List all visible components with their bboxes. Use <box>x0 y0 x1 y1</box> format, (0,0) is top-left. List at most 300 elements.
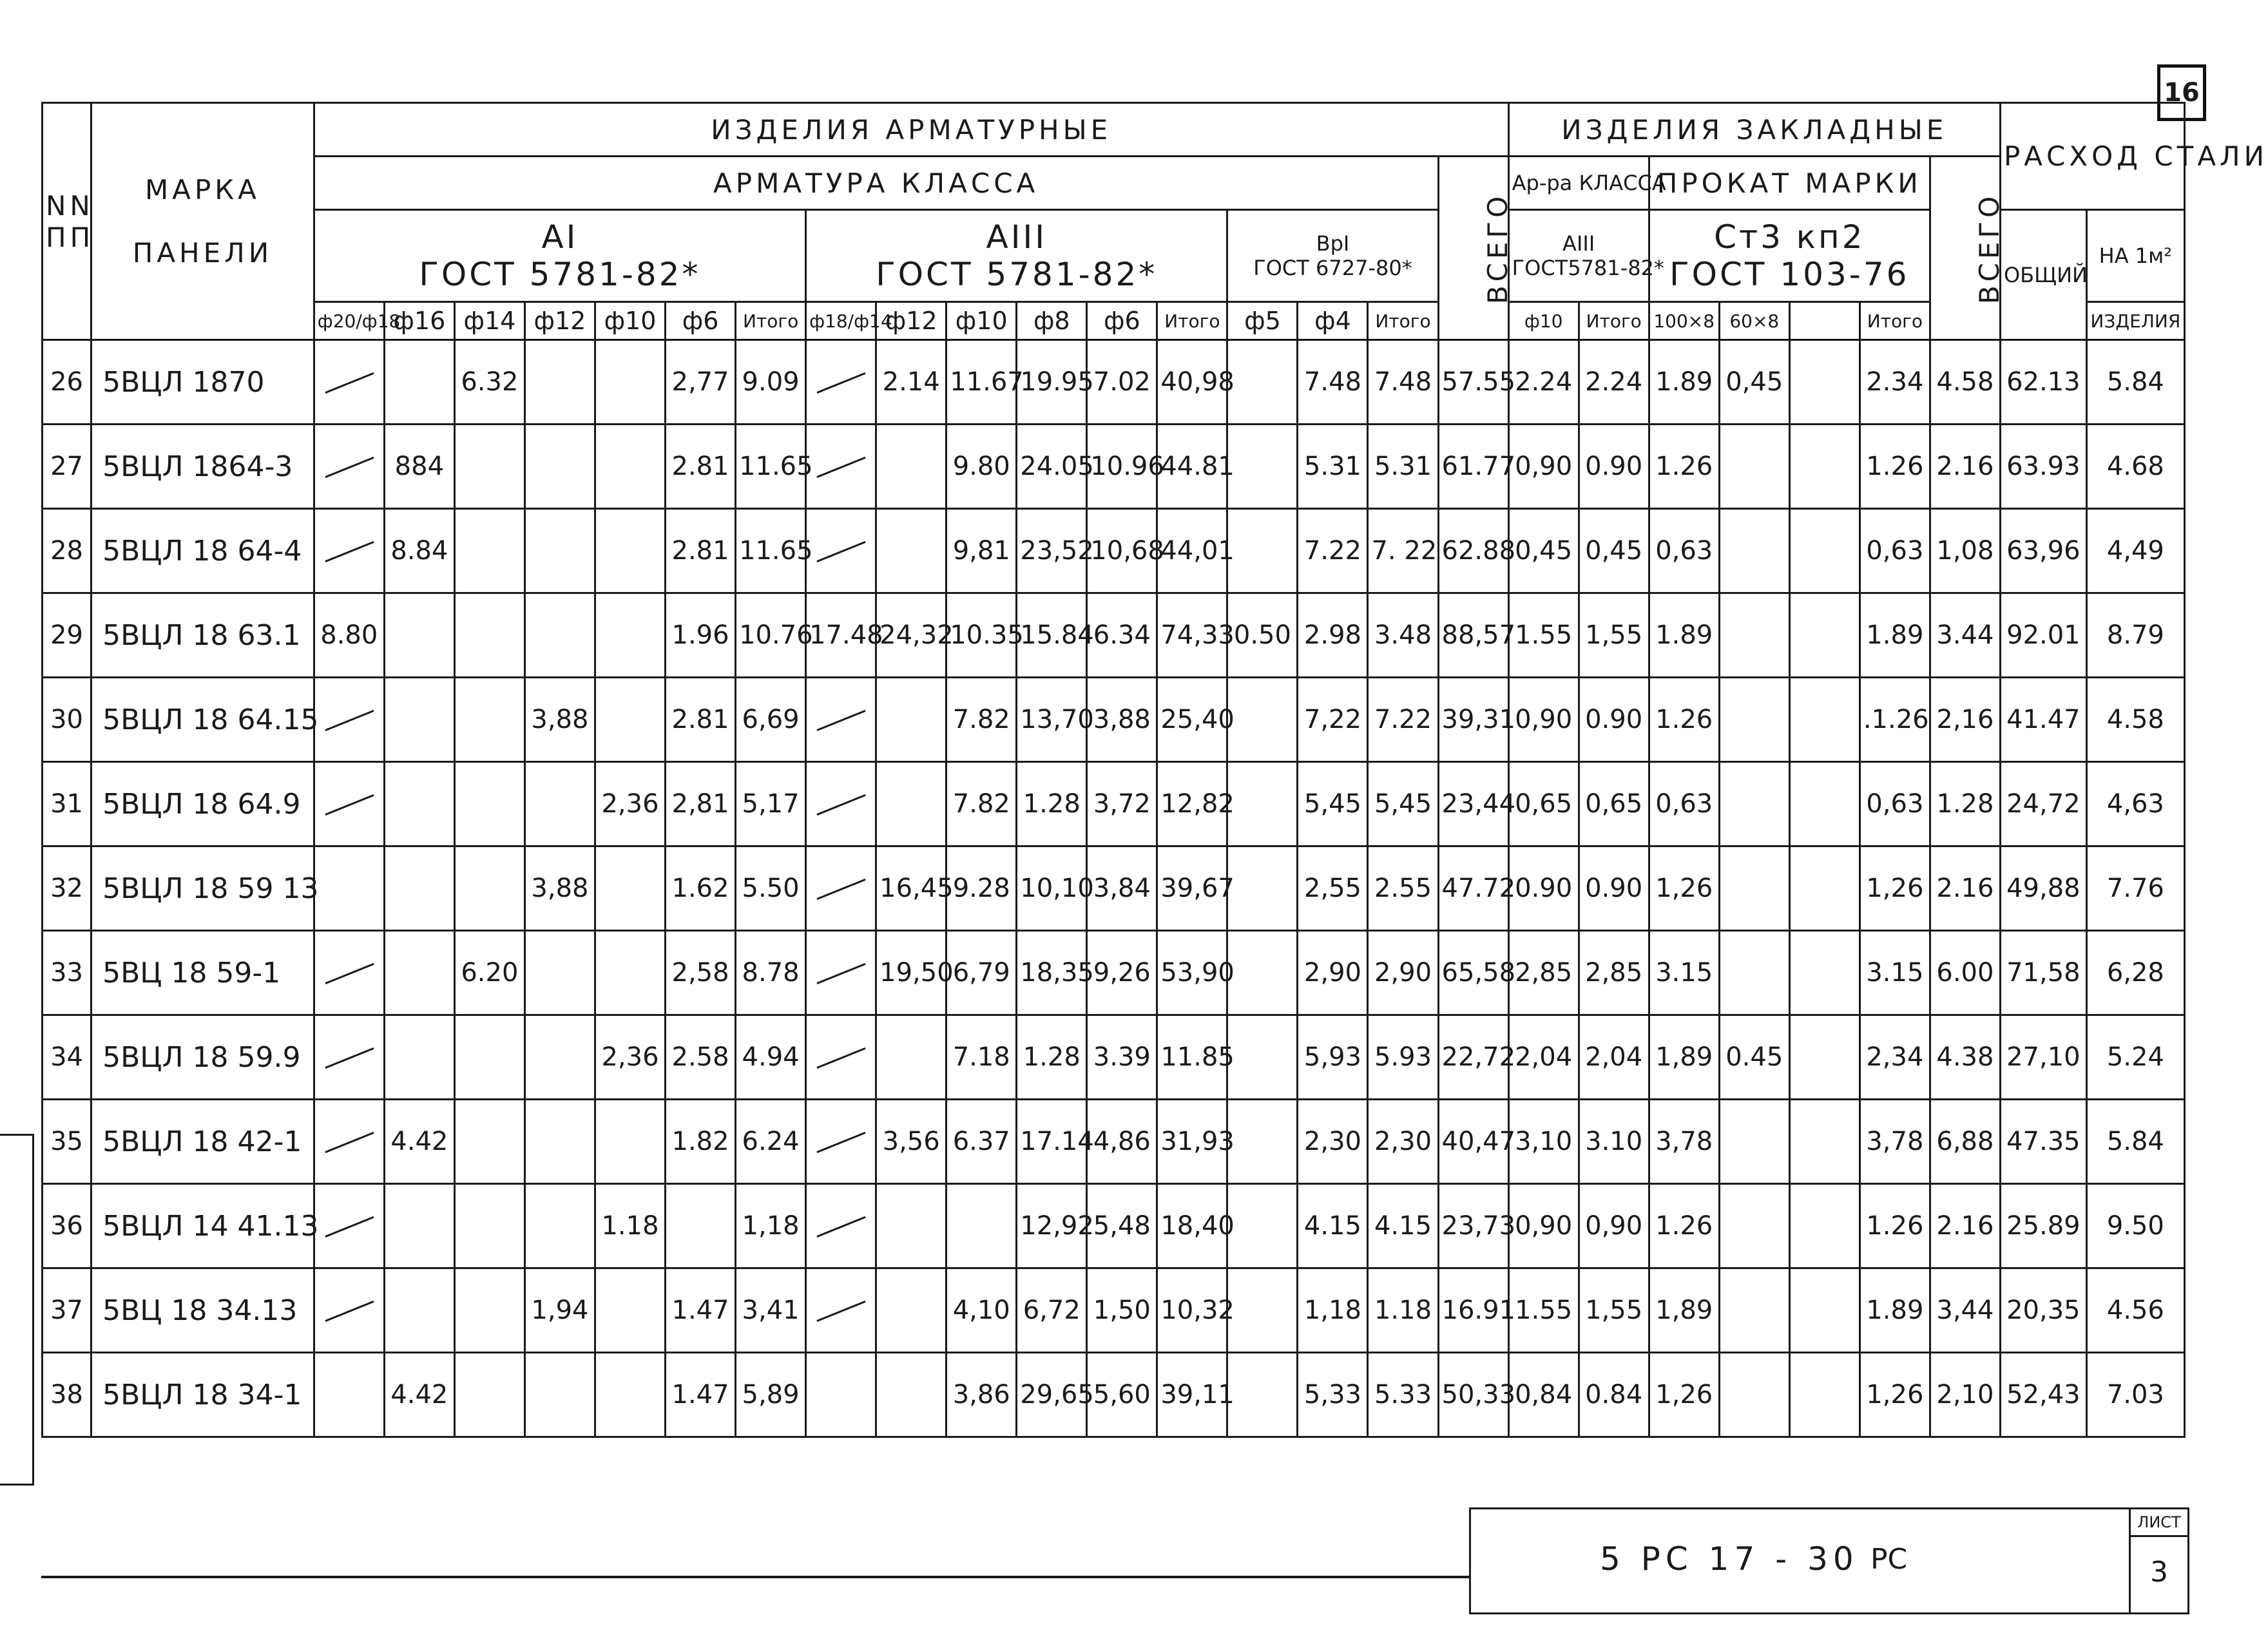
cell-bpi: 7.22 <box>1298 509 1368 593</box>
cell-embedded: 1,26 <box>1860 1353 1930 1437</box>
cell-aiii <box>806 425 876 509</box>
cell-ai <box>595 678 665 762</box>
cell-ai: 3,88 <box>524 678 595 762</box>
cell-number: 27 <box>43 425 91 509</box>
cell-ai: 8.84 <box>384 509 454 593</box>
cell-aiii: 19.95 <box>1017 340 1087 425</box>
cell-vsego: 47.72 <box>1438 846 1508 931</box>
cell-aiii <box>806 340 876 425</box>
header-total: ОБЩИЙ <box>2000 210 2086 340</box>
cell-embedded: 1,89 <box>1649 1268 1719 1353</box>
cell-ai <box>524 593 595 678</box>
cell-per-m2: 6,28 <box>2086 931 2184 1015</box>
document-stage: РС <box>1870 1543 1908 1576</box>
cell-aiii <box>876 425 947 509</box>
cell-embedded: 1.26 <box>1860 425 1930 509</box>
cell-ai <box>314 509 384 593</box>
cell-bpi <box>1227 340 1298 425</box>
cell-ai: 1.47 <box>666 1268 736 1353</box>
cell-vsego-embedded: 3,44 <box>1930 1268 2000 1353</box>
cell-ai <box>595 931 665 1015</box>
cell-embedded <box>1719 509 1789 593</box>
cell-ai <box>314 762 384 846</box>
cell-ai: 2.81 <box>666 509 736 593</box>
table-row <box>43 762 2185 846</box>
cell-embedded: 3.15 <box>1649 931 1719 1015</box>
cell-embedded: 0,84 <box>1508 1353 1579 1437</box>
cell-ai <box>384 678 454 762</box>
cell-number: 26 <box>43 340 91 425</box>
cell-ai <box>524 1100 595 1184</box>
cell-bpi <box>1227 1268 1298 1353</box>
cell-aiii: 7.18 <box>947 1015 1017 1100</box>
cell-number: 34 <box>43 1015 91 1100</box>
header-vsego-embedded: ВСЕГО <box>1930 157 2000 340</box>
cell-aiii: 9,26 <box>1087 931 1157 1015</box>
cell-ai <box>524 509 595 593</box>
cell-number: 29 <box>43 593 91 678</box>
cell-bpi: 2,90 <box>1368 931 1438 1015</box>
cell-number: 33 <box>43 931 91 1015</box>
cell-embedded: 1.89 <box>1860 593 1930 678</box>
cell-ai: 1.96 <box>666 593 736 678</box>
header-ai: АI ГОСТ 5781-82* <box>314 210 805 302</box>
cell-aiii: 1.28 <box>1017 762 1087 846</box>
cell-mark: 5ВЦЛ 1864-3 <box>91 425 314 509</box>
cell-ai <box>524 1353 595 1437</box>
cell-aiii <box>876 1353 947 1437</box>
cell-embedded: 3.10 <box>1579 1100 1649 1184</box>
cell-ai <box>454 1268 524 1353</box>
cell-ai <box>384 931 454 1015</box>
table-body <box>43 340 2185 1437</box>
cell-total: 52,43 <box>2000 1353 2086 1437</box>
cell-ai <box>524 931 595 1015</box>
cell-mark: 5ВЦЛ 18 64.9 <box>91 762 314 846</box>
cell-aiii: 5,48 <box>1087 1184 1157 1268</box>
cell-ai <box>524 1184 595 1268</box>
cell-aiii <box>806 1353 876 1437</box>
cell-embedded: 0,90 <box>1579 1184 1649 1268</box>
header-embedded-products: ИЗДЕЛИЯ ЗАКЛАДНЫЕ <box>1508 103 2000 157</box>
cell-bpi: 2,55 <box>1298 846 1368 931</box>
table-row <box>43 1015 2185 1100</box>
cell-bpi <box>1227 1184 1298 1268</box>
cell-bpi: 5,45 <box>1368 762 1438 846</box>
cell-number: 32 <box>43 846 91 931</box>
cell-embedded: 3,78 <box>1649 1100 1719 1184</box>
cell-ai <box>314 1015 384 1100</box>
margin-marks <box>0 1134 34 1486</box>
cell-embedded <box>1719 1353 1789 1437</box>
cell-vsego: 23,73 <box>1438 1184 1508 1268</box>
cell-embedded <box>1789 593 1860 678</box>
cell-ai <box>454 1015 524 1100</box>
cell-ai: 1.47 <box>666 1353 736 1437</box>
cell-embedded: 1.26 <box>1649 1184 1719 1268</box>
cell-embedded: 0,63 <box>1649 509 1719 593</box>
cell-embedded <box>1719 762 1789 846</box>
cell-aiii <box>806 509 876 593</box>
document-code: 5 РС 17 - 30 <box>1600 1540 1859 1578</box>
cell-vsego-embedded: 6,88 <box>1930 1100 2000 1184</box>
header-ar-class: Ар-ра КЛАССА <box>1508 157 1649 210</box>
cell-ai: 2.81 <box>666 678 736 762</box>
cell-aiii: 44.81 <box>1157 425 1227 509</box>
cell-total: 62.13 <box>2000 340 2086 425</box>
cell-embedded: 0.90 <box>1579 678 1649 762</box>
cell-embedded: 1.55 <box>1508 593 1579 678</box>
diam-ai-0: ф20/ф18 <box>314 302 384 340</box>
cell-mark: 5ВЦЛ 18 63.1 <box>91 593 314 678</box>
cell-bpi: 5.93 <box>1368 1015 1438 1100</box>
diam-aiii-5: Итого <box>1157 302 1227 340</box>
cell-embedded: 0,45 <box>1719 340 1789 425</box>
cell-embedded: 0,63 <box>1860 762 1930 846</box>
cell-aiii: 39,11 <box>1157 1353 1227 1437</box>
cell-embedded: 1.26 <box>1649 425 1719 509</box>
cell-aiii: 5,60 <box>1087 1353 1157 1437</box>
diam-emb-0: ф10 <box>1508 302 1579 340</box>
frame-bottom-line <box>41 1576 1469 1578</box>
diam-emb-1: Итого <box>1579 302 1649 340</box>
cell-mark: 5ВЦЛ 18 34-1 <box>91 1353 314 1437</box>
cell-ai: 2.58 <box>666 1015 736 1100</box>
cell-bpi: 1,18 <box>1298 1268 1368 1353</box>
cell-embedded: 0,65 <box>1579 762 1649 846</box>
cell-embedded <box>1789 1184 1860 1268</box>
cell-ai <box>595 1353 665 1437</box>
cell-aiii <box>876 1268 947 1353</box>
cell-embedded: 0,45 <box>1579 509 1649 593</box>
cell-ai <box>384 1184 454 1268</box>
cell-ai <box>524 340 595 425</box>
cell-vsego-embedded: 2.16 <box>1930 1184 2000 1268</box>
cell-ai <box>595 425 665 509</box>
table-row <box>43 509 2185 593</box>
cell-aiii: 12,92 <box>1017 1184 1087 1268</box>
diam-ai-3: ф12 <box>524 302 595 340</box>
cell-bpi: 7.48 <box>1298 340 1368 425</box>
cell-embedded <box>1789 678 1860 762</box>
cell-ai <box>314 931 384 1015</box>
cell-aiii: 6,79 <box>947 931 1017 1015</box>
cell-embedded: 0.90 <box>1579 846 1649 931</box>
cell-aiii: 3,88 <box>1087 678 1157 762</box>
cell-embedded <box>1789 509 1860 593</box>
cell-bpi: 5.31 <box>1368 425 1438 509</box>
cell-aiii: 39,67 <box>1157 846 1227 931</box>
cell-vsego-embedded: 3.44 <box>1930 593 2000 678</box>
cell-ai <box>314 678 384 762</box>
diam-bpi-0: ф5 <box>1227 302 1298 340</box>
cell-aiii: 15.84 <box>1017 593 1087 678</box>
cell-total: 20,35 <box>2000 1268 2086 1353</box>
cell-ai: 4.42 <box>384 1353 454 1437</box>
cell-bpi <box>1227 1353 1298 1437</box>
cell-embedded: 0.90 <box>1508 846 1579 931</box>
cell-vsego: 40,47 <box>1438 1100 1508 1184</box>
cell-ai <box>384 1015 454 1100</box>
cell-aiii: 10.35 <box>947 593 1017 678</box>
cell-ai <box>384 1268 454 1353</box>
cell-embedded <box>1789 1015 1860 1100</box>
cell-aiii <box>806 1268 876 1353</box>
cell-per-m2: 4.68 <box>2086 425 2184 509</box>
cell-aiii: 3,86 <box>947 1353 1017 1437</box>
cell-ai <box>454 509 524 593</box>
cell-total: 41.47 <box>2000 678 2086 762</box>
cell-aiii <box>876 509 947 593</box>
cell-aiii: 44,01 <box>1157 509 1227 593</box>
cell-ai: 1,18 <box>736 1184 806 1268</box>
cell-aiii: 40,98 <box>1157 340 1227 425</box>
cell-embedded: 1,55 <box>1579 593 1649 678</box>
header-reinforcement-class: АРМАТУРА КЛАССА <box>314 157 1438 210</box>
cell-aiii: 7.82 <box>947 762 1017 846</box>
diam-bpi-1: ф4 <box>1298 302 1368 340</box>
cell-ai: 884 <box>384 425 454 509</box>
cell-embedded: 0,90 <box>1508 678 1579 762</box>
table-row <box>43 425 2185 509</box>
cell-ai: 1,94 <box>524 1268 595 1353</box>
cell-aiii: 4,86 <box>1087 1100 1157 1184</box>
cell-embedded: 1,26 <box>1860 846 1930 931</box>
cell-ai: 1.82 <box>666 1100 736 1184</box>
cell-vsego: 61.77 <box>1438 425 1508 509</box>
cell-ai: 9.09 <box>736 340 806 425</box>
cell-embedded <box>1719 846 1789 931</box>
cell-embedded: 1,89 <box>1649 1015 1719 1100</box>
cell-bpi <box>1227 762 1298 846</box>
cell-embedded: 2,85 <box>1508 931 1579 1015</box>
cell-ai <box>595 1100 665 1184</box>
cell-bpi <box>1227 509 1298 593</box>
diam-ai-5: ф6 <box>666 302 736 340</box>
cell-ai: 6.32 <box>454 340 524 425</box>
cell-aiii: 13,70 <box>1017 678 1087 762</box>
cell-vsego-embedded: 4.58 <box>1930 340 2000 425</box>
cell-ai: 3,41 <box>736 1268 806 1353</box>
cell-embedded: 1.89 <box>1649 593 1719 678</box>
cell-aiii: 1,50 <box>1087 1268 1157 1353</box>
diam-aiii-4: ф6 <box>1087 302 1157 340</box>
cell-aiii: 10,10 <box>1017 846 1087 931</box>
table-header <box>43 103 2268 340</box>
cell-aiii: 3,84 <box>1087 846 1157 931</box>
cell-bpi: 4.15 <box>1368 1184 1438 1268</box>
cell-ai: 6.24 <box>736 1100 806 1184</box>
cell-bpi: 3.48 <box>1368 593 1438 678</box>
cell-number: 37 <box>43 1268 91 1353</box>
cell-number: 31 <box>43 762 91 846</box>
cell-vsego-embedded: 2.16 <box>1930 425 2000 509</box>
cell-aiii: 3,56 <box>876 1100 947 1184</box>
cell-ai: 5.50 <box>736 846 806 931</box>
cell-total: 92.01 <box>2000 593 2086 678</box>
cell-embedded: 1.89 <box>1860 1268 1930 1353</box>
table-row <box>43 846 2185 931</box>
cell-bpi: 0.50 <box>1227 593 1298 678</box>
corner-sheet-number: 16 <box>2157 64 2206 121</box>
header-rolled: ПРОКАТ МАРКИ <box>1649 157 1930 210</box>
cell-bpi <box>1227 1100 1298 1184</box>
cell-ai <box>524 762 595 846</box>
cell-vsego: 23,44 <box>1438 762 1508 846</box>
diam-emb-3: 60×8 <box>1719 302 1789 340</box>
sheet-number: 3 <box>2150 1556 2168 1589</box>
cell-embedded <box>1789 1100 1860 1184</box>
cell-vsego-embedded: 1,08 <box>1930 509 2000 593</box>
cell-aiii: 53,90 <box>1157 931 1227 1015</box>
cell-vsego-embedded: 6.00 <box>1930 931 2000 1015</box>
cell-aiii: 10.96 <box>1087 425 1157 509</box>
header-vsego: ВСЕГО <box>1438 157 1508 340</box>
cell-embedded <box>1789 425 1860 509</box>
cell-embedded: 2.24 <box>1508 340 1579 425</box>
cell-number: 36 <box>43 1184 91 1268</box>
cell-per-m2: 9.50 <box>2086 1184 2184 1268</box>
cell-bpi: 7. 22 <box>1368 509 1438 593</box>
cell-aiii: 7.82 <box>947 678 1017 762</box>
sheet-label: ЛИСТ <box>2131 1509 2187 1537</box>
table-row <box>43 931 2185 1015</box>
table-row <box>43 1184 2185 1268</box>
cell-vsego: 50,33 <box>1438 1353 1508 1437</box>
cell-ai: 4.42 <box>384 1100 454 1184</box>
cell-bpi: 5,45 <box>1298 762 1368 846</box>
cell-embedded <box>1789 1353 1860 1437</box>
cell-ai <box>314 425 384 509</box>
cell-bpi: 7.48 <box>1368 340 1438 425</box>
cell-aiii: 9,81 <box>947 509 1017 593</box>
cell-embedded: 0,65 <box>1508 762 1579 846</box>
cell-vsego: 39,31 <box>1438 678 1508 762</box>
diam-aiii-2: ф10 <box>947 302 1017 340</box>
table-row <box>43 678 2185 762</box>
cell-ai <box>384 846 454 931</box>
header-per-m2: НА 1м² <box>2086 210 2184 302</box>
cell-embedded: 1.89 <box>1649 340 1719 425</box>
cell-ai: 2,77 <box>666 340 736 425</box>
cell-total: 63.93 <box>2000 425 2086 509</box>
cell-ai: 11.65 <box>736 425 806 509</box>
cell-vsego-embedded: 2,10 <box>1930 1353 2000 1437</box>
cell-embedded: 0,90 <box>1508 1184 1579 1268</box>
cell-aiii: 2.14 <box>876 340 947 425</box>
cell-aiii <box>947 1184 1017 1268</box>
cell-per-m2: 4.58 <box>2086 678 2184 762</box>
cell-vsego: 57.55 <box>1438 340 1508 425</box>
cell-ai <box>454 846 524 931</box>
cell-aiii: 16,45 <box>876 846 947 931</box>
header-nn: NN ПП <box>43 103 91 340</box>
diam-bpi-2: Итого <box>1368 302 1438 340</box>
header-per-item: ИЗДЕЛИЯ <box>2086 302 2184 340</box>
cell-per-m2: 5.84 <box>2086 1100 2184 1184</box>
cell-ai: 2,36 <box>595 1015 665 1100</box>
cell-bpi: 2.55 <box>1368 846 1438 931</box>
cell-bpi: 5,33 <box>1298 1353 1368 1437</box>
cell-embedded: 3.15 <box>1860 931 1930 1015</box>
diam-emb-5: Итого <box>1860 302 1930 340</box>
diam-ai-6: Итого <box>736 302 806 340</box>
cell-aiii: 24,32 <box>876 593 947 678</box>
cell-per-m2: 7.03 <box>2086 1353 2184 1437</box>
cell-ai: 5,89 <box>736 1353 806 1437</box>
cell-total: 25.89 <box>2000 1184 2086 1268</box>
cell-embedded: 3,78 <box>1860 1100 1930 1184</box>
cell-ai <box>454 593 524 678</box>
cell-aiii: 24.05 <box>1017 425 1087 509</box>
cell-embedded <box>1719 1184 1789 1268</box>
cell-aiii: 11.67 <box>947 340 1017 425</box>
cell-bpi <box>1227 846 1298 931</box>
diam-ai-1: ф16 <box>384 302 454 340</box>
cell-ai: 4.94 <box>736 1015 806 1100</box>
cell-ai: 8.78 <box>736 931 806 1015</box>
cell-aiii: 3.39 <box>1087 1015 1157 1100</box>
cell-embedded: 1,26 <box>1649 1353 1719 1437</box>
cell-bpi: 5.33 <box>1368 1353 1438 1437</box>
cell-number: 30 <box>43 678 91 762</box>
cell-aiii: 29,65 <box>1017 1353 1087 1437</box>
cell-ai <box>595 846 665 931</box>
cell-embedded <box>1789 931 1860 1015</box>
cell-embedded: 1.26 <box>1860 1184 1930 1268</box>
cell-bpi: 2,30 <box>1298 1100 1368 1184</box>
diam-aiii-0: ф18/ф14 <box>806 302 876 340</box>
cell-ai: 6.20 <box>454 931 524 1015</box>
cell-mark: 5ВЦЛ 14 41.13 <box>91 1184 314 1268</box>
cell-ai <box>314 1268 384 1353</box>
cell-embedded: 2,04 <box>1508 1015 1579 1100</box>
cell-total: 47.35 <box>2000 1100 2086 1184</box>
cell-bpi: 1.18 <box>1368 1268 1438 1353</box>
cell-ai: 11.65 <box>736 509 806 593</box>
diam-ai-2: ф14 <box>454 302 524 340</box>
cell-ai <box>454 762 524 846</box>
cell-aiii: 4,10 <box>947 1268 1017 1353</box>
cell-ai <box>454 1184 524 1268</box>
cell-bpi: 7.22 <box>1368 678 1438 762</box>
cell-aiii <box>806 846 876 931</box>
cell-aiii <box>806 1184 876 1268</box>
cell-embedded <box>1789 762 1860 846</box>
cell-vsego: 22,72 <box>1438 1015 1508 1100</box>
cell-ai: 8.80 <box>314 593 384 678</box>
cell-per-m2: 7.76 <box>2086 846 2184 931</box>
cell-ai <box>595 340 665 425</box>
diam-ai-4: ф10 <box>595 302 665 340</box>
cell-aiii: 17.48 <box>806 593 876 678</box>
cell-aiii: 6,72 <box>1017 1268 1087 1353</box>
table-row <box>43 1353 2185 1437</box>
cell-bpi: 2,30 <box>1368 1100 1438 1184</box>
cell-embedded <box>1719 931 1789 1015</box>
cell-ai <box>384 340 454 425</box>
cell-ai: 5,17 <box>736 762 806 846</box>
cell-bpi <box>1227 1015 1298 1100</box>
cell-embedded <box>1719 1268 1789 1353</box>
cell-embedded: 1,26 <box>1649 846 1719 931</box>
cell-aiii <box>876 678 947 762</box>
cell-embedded: 1,55 <box>1579 1268 1649 1353</box>
cell-aiii <box>876 1184 947 1268</box>
header-aiii: АIII ГОСТ 5781-82* <box>806 210 1227 302</box>
steel-consumption-table <box>41 102 2268 1438</box>
cell-vsego: 88,57 <box>1438 593 1508 678</box>
